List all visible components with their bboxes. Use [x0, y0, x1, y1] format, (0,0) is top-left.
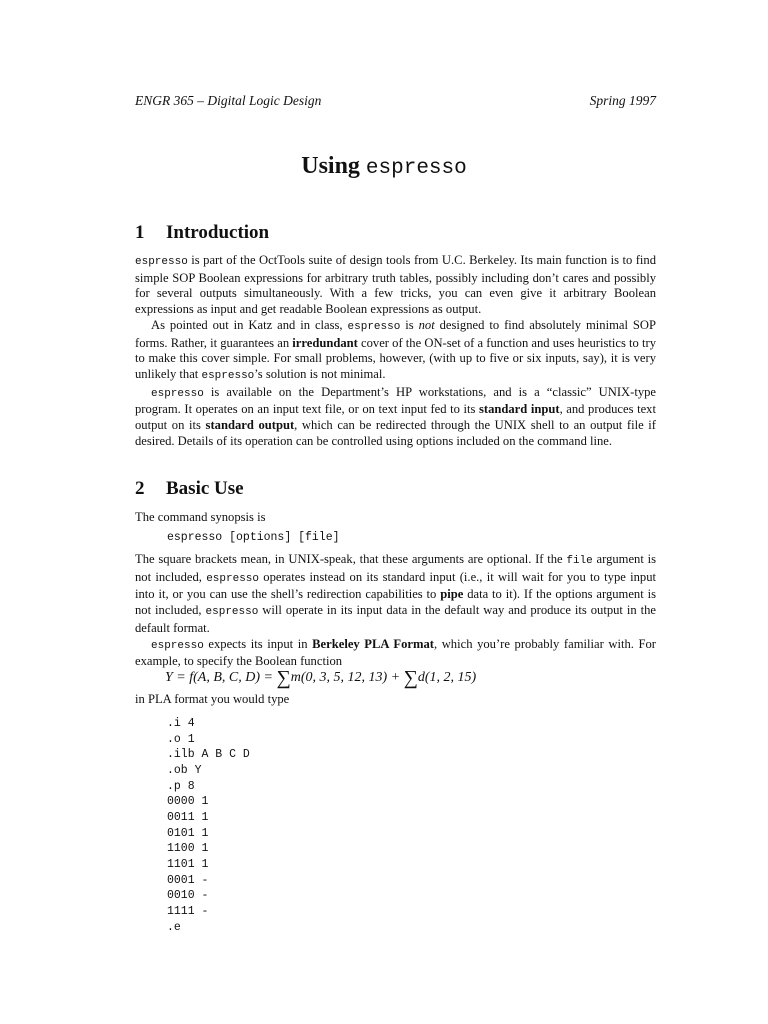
emphasis-text: not [418, 317, 435, 332]
paragraph-text: is available on the Department’s HP workstations, and is a “classic” UNIX-type program. It operates on an input text file, or on text input fed to its [135, 384, 656, 417]
bold-term: irredundant [292, 335, 358, 350]
inline-command: espresso [151, 639, 204, 652]
pla-line: .ob Y [167, 763, 202, 777]
pla-line: 0011 1 [167, 810, 209, 824]
title-command: espresso [365, 157, 467, 180]
paragraph-text: cover of the ON-set of a function and uses heuristics to try to make this cover simple. For small problems, however, (with up to five or six inputs, say), it is very unlikely that [135, 335, 656, 381]
basic-paragraph-2 [135, 637, 656, 670]
page-title [0, 153, 768, 180]
paragraph-text: is [400, 317, 419, 332]
bold-term: Berkeley PLA Format [312, 636, 434, 651]
paragraph-text: As pointed out in Katz and in class, [151, 317, 348, 332]
paragraph-text: will operate in its input data in the default way and produce its output in the default format. [135, 603, 657, 635]
term-label: Spring 1997 [589, 93, 656, 108]
bold-term: standard input [478, 402, 560, 417]
running-header [135, 93, 656, 109]
paragraph-text: , and produces text output on its [135, 402, 656, 433]
paragraph-text: is part of the OctTools suite of design tools from U.C. Berkeley. Its main function is to find simple SOP Boolean expressions for arbitrary truth tables, possibly including don’t cares and possibly for several outputs simultaneously. With a few tricks, you can even give it arbitrary Boolean expressions as input and get readable Boolean expressions as output. [135, 253, 656, 317]
pla-line: .o 1 [167, 732, 195, 746]
section-heading-basic-use [135, 478, 244, 500]
introduction-body [135, 253, 656, 449]
paragraph-text: data to it). If the options argument is not included, [135, 587, 656, 618]
sigma-symbol: ∑ [403, 667, 418, 689]
section-title: Basic Use [166, 478, 244, 499]
section-title: Introduction [166, 222, 270, 243]
paragraph-text: , which you’re probably familiar with. For example, to specify the Boolean function [135, 636, 657, 669]
boolean-function-formula [165, 667, 476, 690]
pla-line: 0000 1 [167, 795, 209, 809]
paragraph-text: , which can be redirected through the UNIX shell to an output file if desired. Details of its operation can be controlled using options included on the command line. [135, 418, 656, 448]
intro-paragraph-3 [135, 385, 656, 450]
synopsis-intro: The command synopsis is [135, 510, 266, 524]
pla-line: 1111 - [167, 904, 209, 918]
inline-command: file [566, 555, 593, 567]
course-title: ENGR 365 – Digital Logic Design [135, 93, 322, 108]
formula-minterms: m(0, 3, 5, 12, 13) + [290, 670, 404, 685]
section-heading-introduction [135, 222, 269, 244]
pla-line: 0101 1 [167, 826, 209, 840]
pla-line: .p 8 [167, 779, 195, 793]
pla-line: .ilb A B C D [167, 748, 250, 762]
inline-command: espresso [151, 387, 204, 400]
paragraph-text: expects its input in [203, 636, 313, 651]
formula-dontcares: d(1, 2, 15) [417, 670, 477, 685]
paragraph-text: argument is not included, [135, 552, 657, 584]
pla-line: 0001 - [167, 873, 209, 887]
paragraph-text: The square brackets mean, in UNIX-speak, that these arguments are optional. If the [135, 552, 567, 566]
pla-line: 1101 1 [167, 857, 209, 871]
pla-intro: in PLA format you would type [135, 692, 290, 706]
inline-command: espresso [206, 572, 260, 585]
basic-use-body [135, 552, 656, 670]
bold-term: pipe [440, 587, 464, 602]
inline-command: espresso [205, 606, 259, 619]
pla-line: .e [167, 920, 181, 934]
title-prefix: Using [301, 153, 366, 179]
paragraph-text: designed to find absolutely minimal SOP forms. Rather, it guarantees an [135, 317, 656, 350]
formula-lhs: Y = f(A, B, C, D) = [165, 670, 277, 685]
basic-paragraph-1 [135, 552, 656, 637]
section-number: 1 [135, 222, 145, 243]
bold-term: standard output [205, 418, 295, 433]
inline-command: espresso [135, 256, 188, 268]
sigma-symbol: ∑ [276, 667, 291, 689]
paragraph-text: ’s solution is not minimal. [254, 366, 386, 381]
inline-command: espresso [347, 320, 401, 333]
inline-command: espresso [201, 369, 255, 382]
paragraph-text: operates instead on its standard input (i.e., it will wait for you to type input into it, or you can use the shell’s redirection capabilities to [135, 569, 657, 602]
intro-paragraph-1 [135, 253, 656, 318]
pla-line: 1100 1 [167, 842, 209, 856]
section-number: 2 [135, 478, 145, 499]
pla-line: 0010 - [167, 889, 209, 903]
intro-paragraph-2 [135, 318, 656, 385]
pla-line: .i 4 [167, 717, 195, 730]
pla-code-block [167, 716, 250, 935]
command-synopsis: espresso [options] [file] [167, 531, 340, 544]
